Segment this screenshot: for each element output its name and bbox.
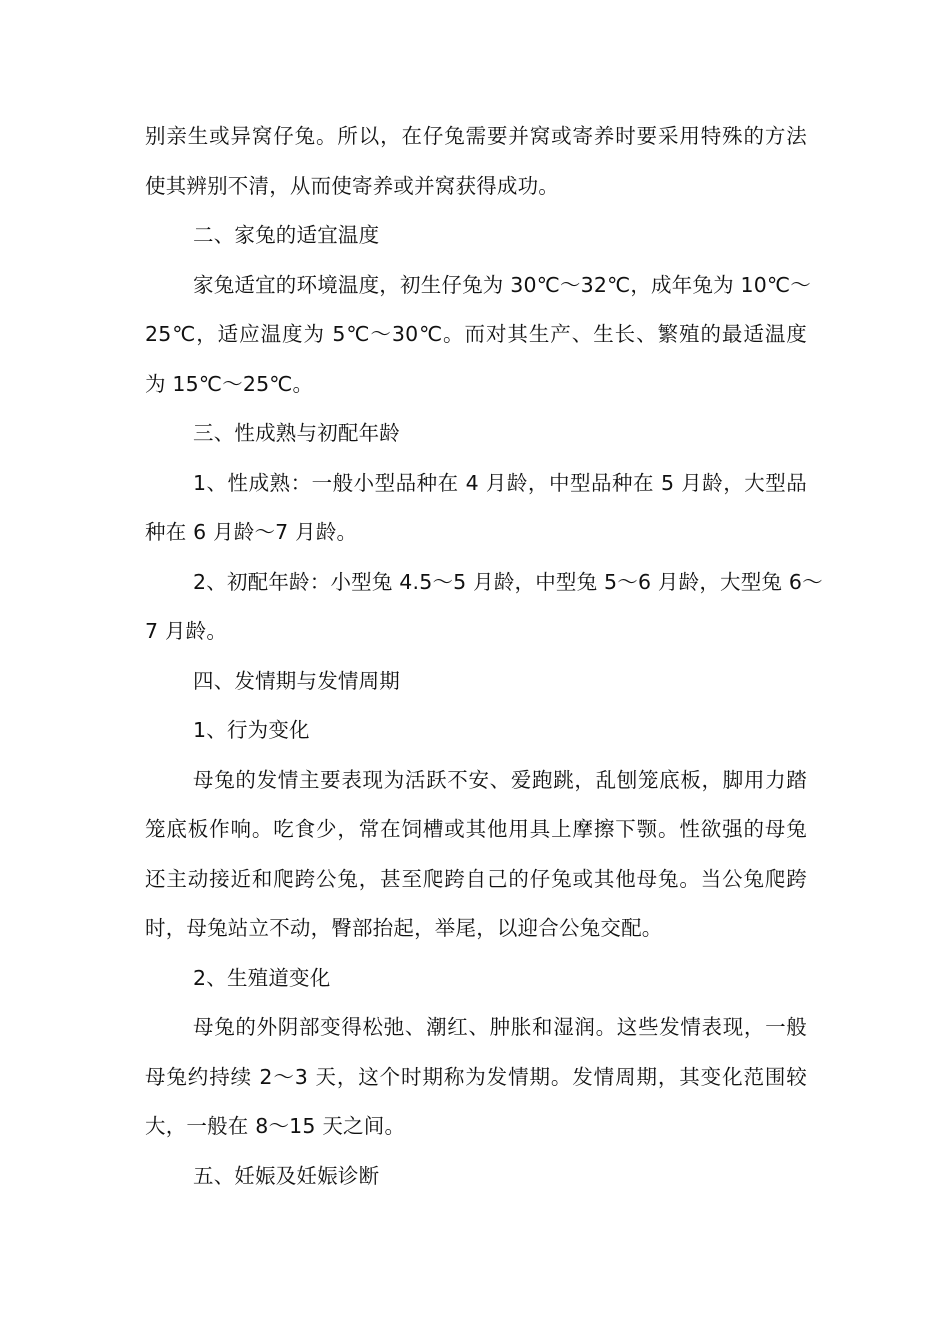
body-text-line: 还主动接近和爬跨公兔，甚至爬跨自己的仔兔或其他母兔。当公兔爬跨 (145, 866, 807, 891)
body-text-line: 1、性成熟：一般小型品种在 4 月龄，中型品种在 5 月龄，大型品 (193, 470, 807, 495)
body-text-line: 7 月龄。 (145, 619, 228, 643)
body-text-line: 笼底板作响。吃食少，常在饲槽或其他用具上摩擦下颚。性欲强的母兔 (145, 817, 807, 841)
document-page (145, 112, 823, 1201)
body-text-line: 2、初配年龄：小型兔 4.5～5 月龄，中型兔 5～6 月龄，大型兔 6～ (193, 569, 823, 594)
section-heading: 三、性成熟与初配年龄 (193, 421, 400, 445)
body-text-line: 母兔约持续 2～3 天，这个时期称为发情期。发情周期，其变化范围较 (145, 1064, 807, 1089)
section-heading: 四、发情期与发情周期 (193, 668, 400, 693)
subsection-heading: 2、生殖道变化 (193, 965, 331, 990)
body-text-line: 使其辨别不清，从而使寄养或并窝获得成功。 (145, 173, 559, 198)
body-text-line: 家兔适宜的环境温度，初生仔兔为 30℃～32℃，成年兔为 10℃～ (193, 272, 811, 297)
body-text-line: 时，母兔站立不动，臀部抬起，举尾，以迎合公兔交配。 (145, 916, 663, 940)
body-text-line: 25℃，适应温度为 5℃～30℃。而对其生产、生长、繁殖的最适温度 (145, 322, 807, 346)
body-text-line: 别亲生或异窝仔兔。所以，在仔兔需要并窝或寄养时要采用特殊的方法 (145, 124, 807, 148)
section-heading: 五、妊娠及妊娠诊断 (193, 1163, 380, 1188)
section-heading: 二、家兔的适宜温度 (193, 223, 380, 247)
subsection-heading: 1、行为变化 (193, 718, 310, 742)
body-text-line: 大，一般在 8～15 天之间。 (145, 1114, 406, 1138)
body-text-line: 种在 6 月龄～7 月龄。 (145, 520, 358, 544)
body-text-line: 母兔的发情主要表现为活跃不安、爱跑跳，乱刨笼底板，脚用力踏 (193, 767, 807, 792)
body-text-line: 母兔的外阴部变得松弛、潮红、肿胀和湿润。这些发情表现，一般 (193, 1015, 807, 1039)
body-text-line: 为 15℃～25℃。 (145, 371, 314, 396)
